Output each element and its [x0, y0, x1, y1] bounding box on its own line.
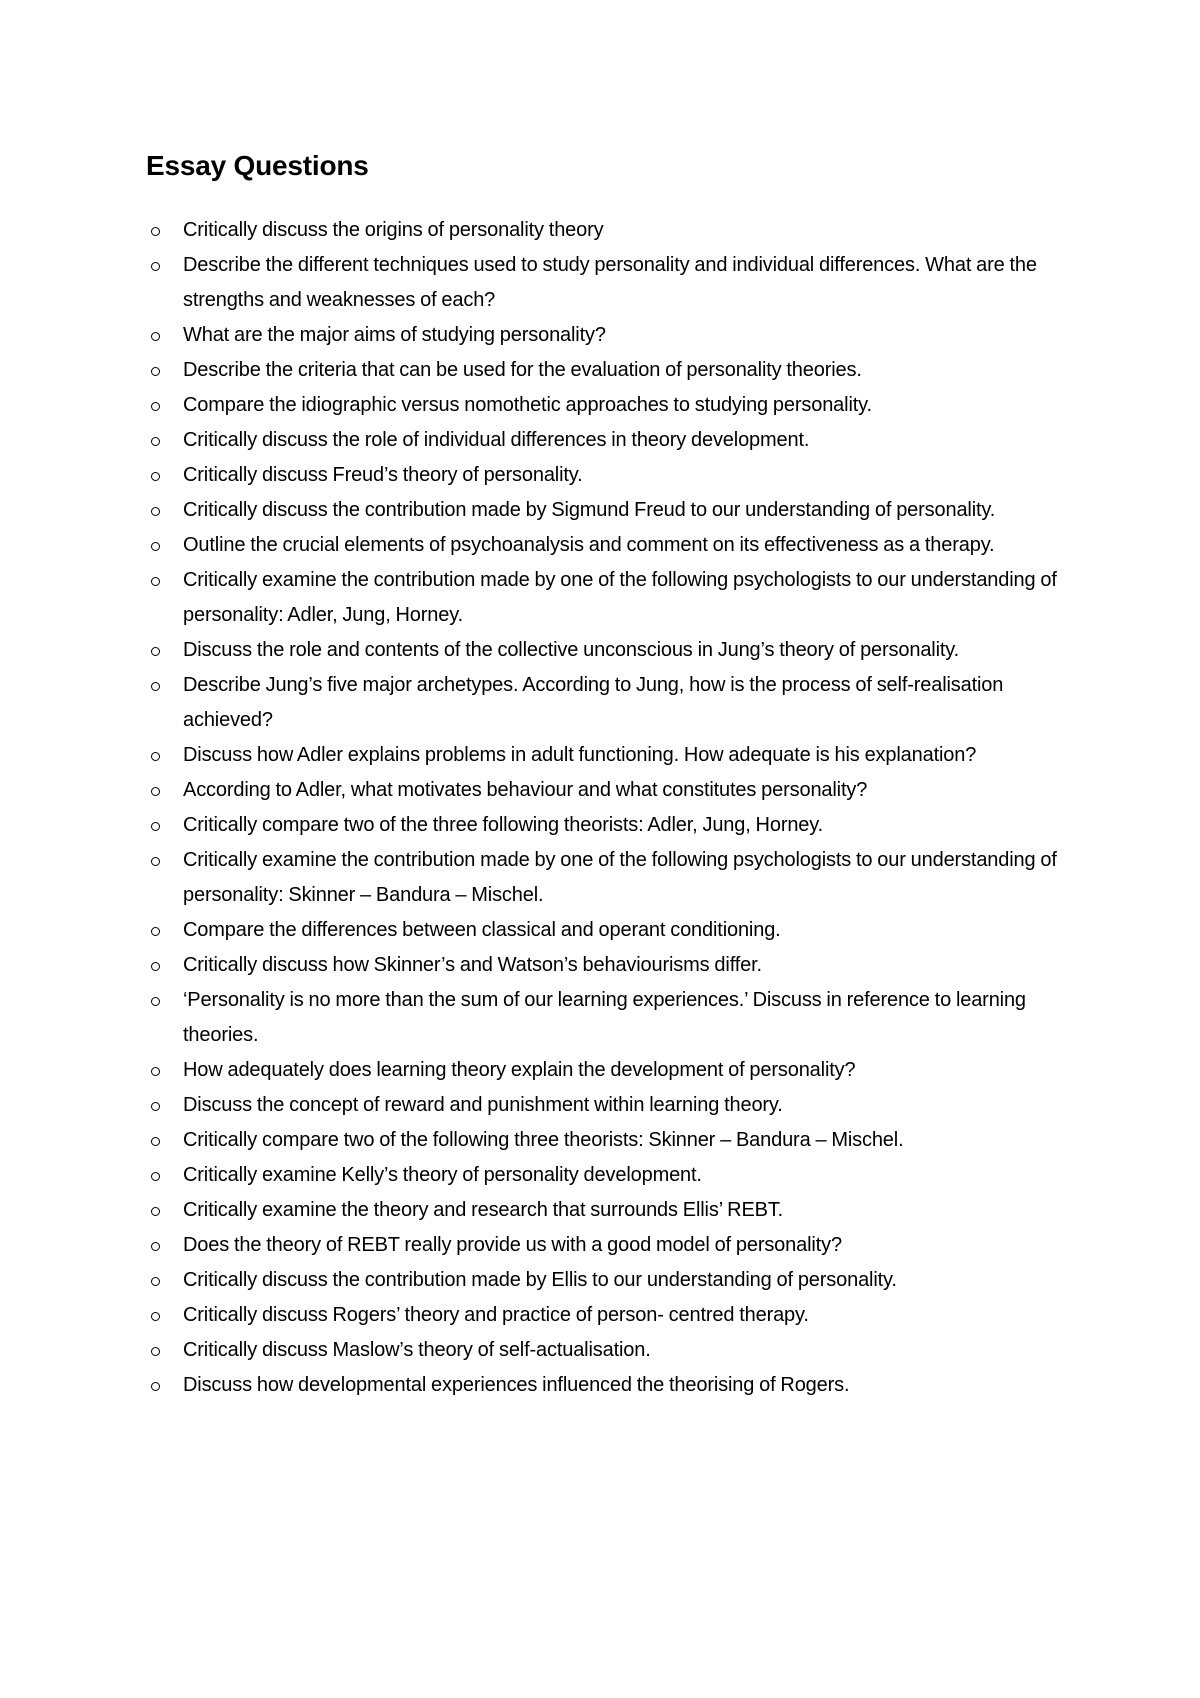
question-text: Critically discuss Maslow’s theory of self-actualisation. — [183, 1339, 651, 1361]
question-text: ‘Personality is no more than the sum of our learning experiences.’ Discuss in reference to learning theories. — [183, 989, 1026, 1046]
hollow-circle-bullet-icon — [151, 1382, 160, 1391]
question-text: Critically compare two of the three following theorists: Adler, Jung, Horney. — [183, 814, 824, 836]
question-item — [146, 423, 1076, 458]
question-text: Discuss the role and contents of the collective unconscious in Jung’s theory of personality. — [183, 639, 960, 661]
question-text: Describe the different techniques used to study personality and individual differences. What are the strengths and weaknesses of each? — [183, 254, 1037, 311]
question-text: Critically discuss the role of individual differences in theory development. — [183, 429, 810, 451]
hollow-circle-bullet-icon — [151, 1347, 160, 1356]
question-item — [146, 1053, 1076, 1088]
question-item — [146, 913, 1076, 948]
question-item — [146, 1193, 1076, 1228]
question-text: Critically discuss the contribution made by Sigmund Freud to our understanding of personality. — [183, 499, 996, 521]
hollow-circle-bullet-icon — [151, 962, 160, 971]
page-title: Essay Questions — [146, 150, 369, 181]
question-text: Critically discuss the contribution made by Ellis to our understanding of personality. — [183, 1269, 897, 1291]
question-item — [146, 633, 1076, 668]
question-item — [146, 458, 1076, 493]
question-text: Discuss how developmental experiences influenced the theorising of Rogers. — [183, 1374, 850, 1396]
question-text: Critically examine the contribution made by one of the following psychologists to our understanding of personality: Adler, Jung, Horney. — [183, 569, 1057, 626]
question-item — [146, 528, 1076, 563]
hollow-circle-bullet-icon — [151, 1172, 160, 1181]
hollow-circle-bullet-icon — [151, 1242, 160, 1251]
question-text: Critically discuss how Skinner’s and Watson’s behaviourisms differ. — [183, 954, 762, 976]
hollow-circle-bullet-icon — [151, 507, 160, 516]
question-item — [146, 318, 1076, 353]
question-item — [146, 843, 1076, 913]
hollow-circle-bullet-icon — [151, 542, 160, 551]
question-item — [146, 1333, 1076, 1368]
question-item — [146, 1123, 1076, 1158]
question-list — [146, 213, 1076, 1403]
hollow-circle-bullet-icon — [151, 437, 160, 446]
question-item — [146, 493, 1076, 528]
question-text: Compare the idiographic versus nomothetic approaches to studying personality. — [183, 394, 872, 416]
hollow-circle-bullet-icon — [151, 857, 160, 866]
question-item — [146, 248, 1076, 318]
question-text: According to Adler, what motivates behaviour and what constitutes personality? — [183, 779, 868, 801]
hollow-circle-bullet-icon — [151, 1137, 160, 1146]
hollow-circle-bullet-icon — [151, 227, 160, 236]
hollow-circle-bullet-icon — [151, 647, 160, 656]
hollow-circle-bullet-icon — [151, 262, 160, 271]
hollow-circle-bullet-icon — [151, 1207, 160, 1216]
question-item — [146, 773, 1076, 808]
question-text: Discuss the concept of reward and punishment within learning theory. — [183, 1094, 783, 1116]
hollow-circle-bullet-icon — [151, 787, 160, 796]
hollow-circle-bullet-icon — [151, 927, 160, 936]
hollow-circle-bullet-icon — [151, 1312, 160, 1321]
hollow-circle-bullet-icon — [151, 577, 160, 586]
question-item — [146, 1298, 1076, 1333]
hollow-circle-bullet-icon — [151, 472, 160, 481]
question-item — [146, 948, 1076, 983]
question-item — [146, 213, 1076, 248]
question-text: Does the theory of REBT really provide us with a good model of personality? — [183, 1234, 842, 1256]
hollow-circle-bullet-icon — [151, 1277, 160, 1286]
question-text: Critically examine Kelly’s theory of personality development. — [183, 1164, 702, 1186]
hollow-circle-bullet-icon — [151, 682, 160, 691]
question-item — [146, 808, 1076, 843]
question-item — [146, 1263, 1076, 1298]
question-text: Outline the crucial elements of psychoanalysis and comment on its effectiveness as a therapy. — [183, 534, 995, 556]
hollow-circle-bullet-icon — [151, 1102, 160, 1111]
question-item — [146, 738, 1076, 773]
hollow-circle-bullet-icon — [151, 332, 160, 341]
hollow-circle-bullet-icon — [151, 752, 160, 761]
question-text: Critically discuss the origins of personality theory — [183, 219, 604, 241]
question-text: Critically discuss Freud’s theory of personality. — [183, 464, 583, 486]
question-text: How adequately does learning theory explain the development of personality? — [183, 1059, 856, 1081]
question-text: Compare the differences between classical and operant conditioning. — [183, 919, 781, 941]
question-item — [146, 1368, 1076, 1403]
question-item — [146, 353, 1076, 388]
question-item — [146, 1158, 1076, 1193]
question-text: What are the major aims of studying personality? — [183, 324, 606, 346]
question-item — [146, 668, 1076, 738]
hollow-circle-bullet-icon — [151, 997, 160, 1006]
question-item — [146, 1088, 1076, 1123]
question-item — [146, 563, 1076, 633]
hollow-circle-bullet-icon — [151, 367, 160, 376]
hollow-circle-bullet-icon — [151, 1067, 160, 1076]
question-text: Critically discuss Rogers’ theory and practice of person- centred therapy. — [183, 1304, 809, 1326]
question-text: Critically examine the contribution made by one of the following psychologists to our understanding of personality: Skinner – Bandura – Mischel. — [183, 849, 1057, 906]
question-item — [146, 1228, 1076, 1263]
hollow-circle-bullet-icon — [151, 822, 160, 831]
question-text: Discuss how Adler explains problems in adult functioning. How adequate is his explanation? — [183, 744, 977, 766]
question-item — [146, 388, 1076, 423]
question-text: Describe the criteria that can be used for the evaluation of personality theories. — [183, 359, 862, 381]
question-text: Critically examine the theory and research that surrounds Ellis’ REBT. — [183, 1199, 784, 1221]
question-item — [146, 983, 1076, 1053]
question-text: Critically compare two of the following three theorists: Skinner – Bandura – Mischel. — [183, 1129, 904, 1151]
question-text: Describe Jung’s five major archetypes. According to Jung, how is the process of self-realisation achieved? — [183, 674, 1004, 731]
hollow-circle-bullet-icon — [151, 402, 160, 411]
